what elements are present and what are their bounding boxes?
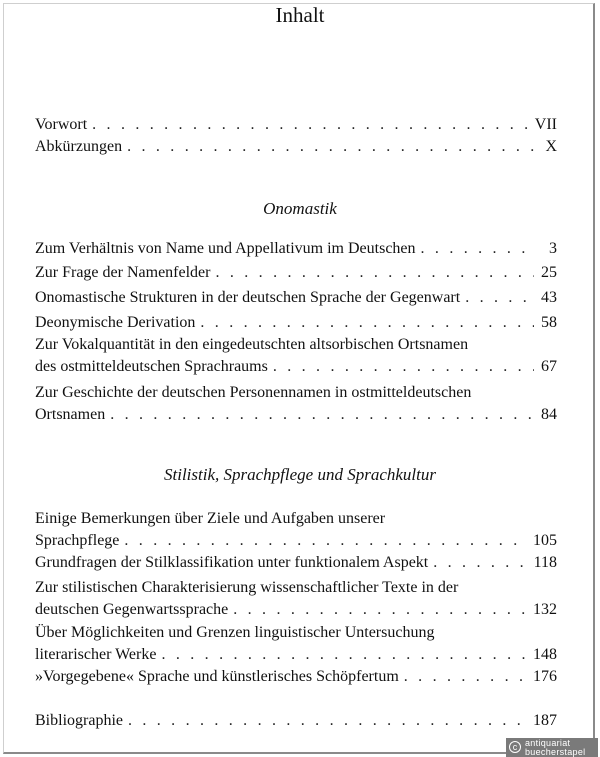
toc-entry-label: Grundfragen der Stilklassifikation unter funktionalem Aspekt — [35, 554, 429, 571]
toc-page-number: 3 — [549, 240, 557, 257]
copyright-icon: c — [509, 741, 521, 753]
toc-entry-label: Abkürzungen — [35, 138, 123, 155]
leader-dots — [421, 238, 534, 260]
toc-entry[interactable] — [35, 666, 557, 688]
toc-entry[interactable] — [35, 552, 557, 574]
toc-entry[interactable] — [35, 287, 557, 309]
toc-page-number: X — [545, 138, 557, 155]
toc-entry-label: Zur Vokalquantität in den eingedeutschten altsorbischen Ortsnamen — [35, 336, 469, 353]
leader-dots — [128, 710, 528, 732]
toc-page-number: 118 — [533, 554, 557, 571]
toc-page-number: 148 — [533, 646, 557, 663]
toc-entry-label: Zur Frage der Namenfelder — [35, 264, 211, 281]
toc-entry-label-continued: Ortsnamen — [35, 406, 106, 423]
leader-dots — [92, 114, 530, 136]
toc-page-number: VII — [534, 116, 557, 133]
toc-entry-label: Bibliographie — [35, 712, 123, 729]
toc-page-number: 25 — [541, 264, 557, 281]
toc-entry[interactable] — [35, 508, 557, 552]
toc-entry[interactable] — [35, 382, 557, 426]
toc-page-number: 176 — [533, 668, 557, 685]
toc-page-number: 105 — [533, 532, 557, 549]
leader-dots — [127, 136, 534, 158]
toc-page-number: 84 — [541, 406, 557, 423]
section-heading-stilistik: Stilistik, Sprachpflege und Sprachkultur — [164, 465, 436, 484]
toc-page-number: 132 — [533, 601, 557, 618]
leader-dots — [273, 356, 534, 378]
toc-entry-label: Zur Geschichte der deutschen Personennamen in ostmitteldeutschen — [35, 384, 472, 401]
antiquariat-watermark — [506, 738, 598, 757]
toc-entry-abkuerzungen[interactable] — [35, 136, 557, 158]
toc-entry-label: Onomastische Strukturen in der deutschen Sprache der Gegenwart — [35, 289, 461, 306]
toc-entry-label-continued: des ostmitteldeutschen Sprachraums — [35, 358, 268, 375]
leader-dots — [465, 287, 534, 309]
toc-entry-bibliographie[interactable] — [35, 710, 557, 732]
toc-entry-label: Zum Verhältnis von Name und Appellativum im Deutschen — [35, 240, 416, 257]
leader-dots — [233, 599, 528, 621]
toc-page-number: 58 — [541, 314, 557, 331]
toc-entry-label-continued: deutschen Gegenwartssprache — [35, 601, 229, 618]
toc-entry-label: Zur stilistischen Charakterisierung wissenschaftlicher Texte in der — [35, 579, 459, 596]
leader-dots — [404, 666, 528, 688]
toc-page-number: 43 — [541, 289, 557, 306]
toc-entry-label-continued: Sprachpflege — [35, 532, 120, 549]
page-title: Inhalt — [275, 3, 325, 27]
toc-entry-vorwort[interactable] — [35, 114, 557, 136]
toc-entry[interactable] — [35, 262, 557, 284]
toc-entry-label: Über Möglichkeiten und Grenzen linguistischer Untersuchung — [35, 624, 435, 641]
leader-dots — [433, 552, 528, 574]
leader-dots — [124, 530, 528, 552]
toc-entry[interactable] — [35, 334, 557, 378]
toc-entry[interactable] — [35, 577, 557, 621]
toc-entry-label: Vorwort — [35, 116, 88, 133]
toc-page-number: 187 — [533, 712, 557, 729]
leader-dots — [200, 312, 534, 334]
toc-entry-label: Deonymische Derivation — [35, 314, 196, 331]
toc-entry-label: Einige Bemerkungen über Ziele und Aufgaben unserer — [35, 510, 386, 527]
toc-entry[interactable] — [35, 312, 557, 334]
toc-entry-label: »Vorgegebene« Sprache und künstlerisches Schöpfertum — [35, 668, 399, 685]
leader-dots — [161, 644, 528, 666]
leader-dots — [110, 404, 534, 426]
watermark-line2: buecherstapel — [525, 747, 586, 757]
toc-entry[interactable] — [35, 238, 557, 260]
toc-entry[interactable] — [35, 622, 557, 666]
watermark-line1: antiquariat — [525, 738, 571, 748]
toc-entry-label-continued: literarischer Werke — [35, 646, 157, 663]
section-heading-onomastik: Onomastik — [263, 199, 337, 218]
toc-page-number: 67 — [541, 358, 557, 375]
leader-dots — [215, 262, 534, 284]
